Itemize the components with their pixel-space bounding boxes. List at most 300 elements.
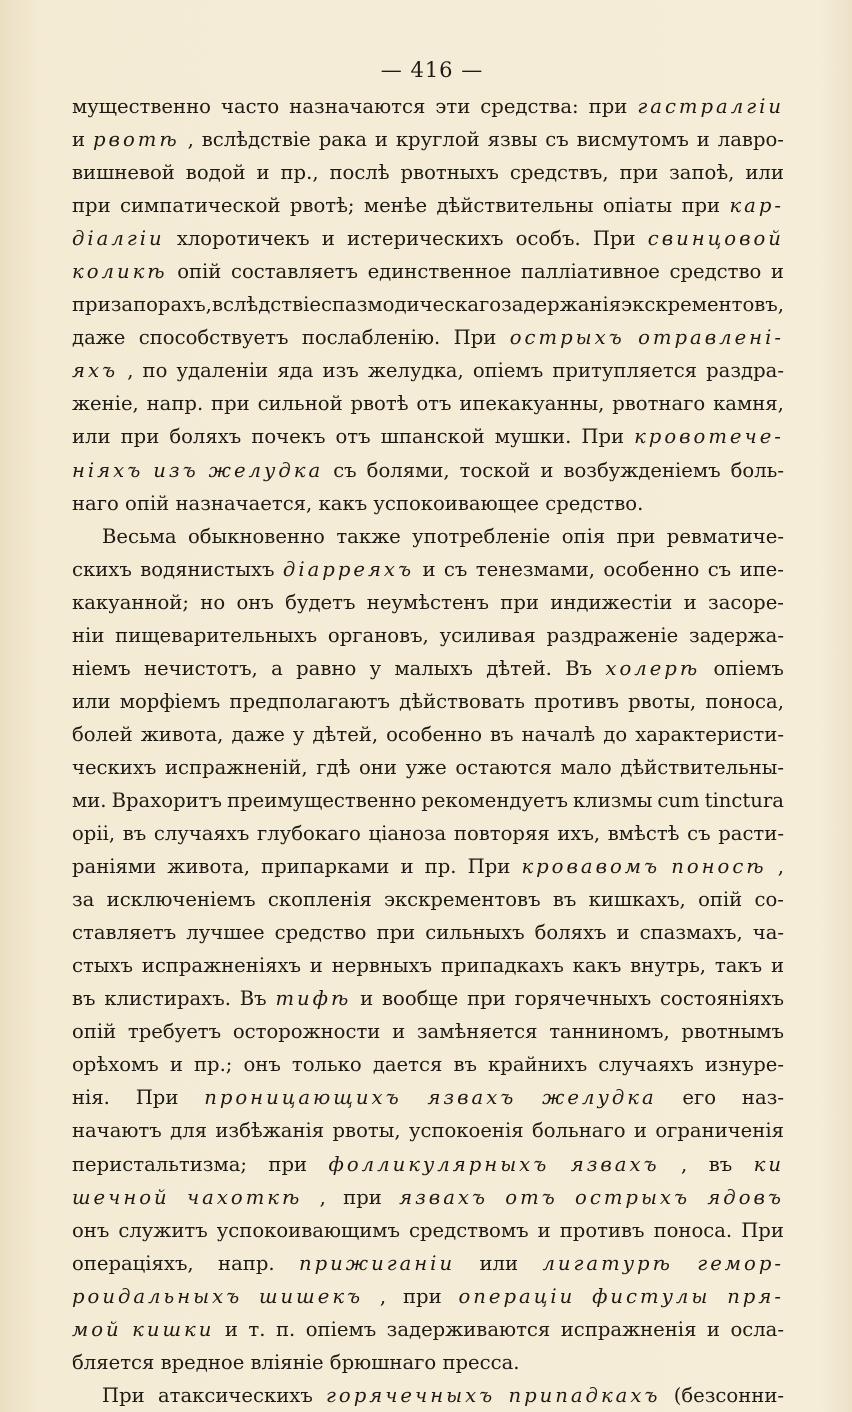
text-line bbox=[72, 916, 784, 949]
word: обыкновенно bbox=[188, 524, 325, 548]
word: рвотнаго bbox=[612, 392, 706, 416]
word: пр. bbox=[424, 855, 457, 879]
word: ческихъ bbox=[72, 755, 157, 779]
word: и bbox=[616, 921, 630, 945]
word: избѣжанiя bbox=[215, 1119, 325, 1143]
word: рака bbox=[318, 128, 367, 152]
word: ипекакуанны, bbox=[459, 392, 605, 416]
word: нечистотъ, bbox=[143, 656, 258, 680]
word: испражненiяхъ bbox=[141, 954, 301, 978]
word: или bbox=[745, 161, 784, 185]
word: нервныхъ bbox=[331, 954, 433, 978]
word: боль- bbox=[730, 458, 784, 482]
word: въ bbox=[708, 1152, 733, 1176]
word: вредное bbox=[160, 1350, 245, 1374]
word: и bbox=[633, 1119, 647, 1143]
word: дѣйствовать bbox=[399, 689, 525, 713]
text-line bbox=[72, 718, 784, 751]
word: гдѣ bbox=[316, 755, 351, 779]
word: характеристи- bbox=[635, 722, 784, 746]
word: по bbox=[142, 359, 168, 383]
word: послабленiю. bbox=[301, 326, 441, 350]
text-line bbox=[72, 189, 784, 222]
text-line bbox=[72, 1114, 784, 1147]
word: клистирахъ. bbox=[104, 987, 231, 1011]
emphasized-word: припадкахъ bbox=[508, 1383, 661, 1407]
word: эти bbox=[435, 95, 471, 118]
word: задержанiя bbox=[501, 293, 622, 317]
word: испражненiя bbox=[560, 1317, 697, 1341]
word: вишневой bbox=[72, 161, 175, 185]
word: изнуре- bbox=[704, 1053, 784, 1077]
word: какуанной; bbox=[72, 590, 189, 614]
word: мущественно bbox=[72, 95, 211, 118]
word: и bbox=[696, 128, 710, 152]
word: при bbox=[500, 590, 539, 614]
word: истерическихъ bbox=[347, 227, 504, 251]
text-line bbox=[72, 321, 784, 354]
word: какъ bbox=[572, 954, 622, 978]
word: и bbox=[374, 128, 388, 152]
word: нiя. bbox=[72, 1086, 110, 1110]
word: при bbox=[588, 95, 628, 118]
emphasized-word: желудка bbox=[208, 458, 324, 482]
text-line bbox=[72, 817, 784, 850]
word: случаяхъ bbox=[153, 822, 250, 846]
word: нiемъ bbox=[72, 656, 131, 680]
word: и bbox=[770, 954, 784, 978]
word: Весьма bbox=[102, 524, 177, 548]
word: водянистыхъ bbox=[140, 557, 275, 581]
text-line bbox=[72, 90, 784, 123]
word: особенно bbox=[603, 557, 700, 581]
word: съ bbox=[443, 557, 468, 581]
word: онъ bbox=[72, 1218, 110, 1242]
word: и bbox=[770, 260, 784, 284]
word: ставляетъ bbox=[72, 921, 177, 945]
word: успокоенiя bbox=[408, 1119, 524, 1143]
word: будетъ bbox=[285, 590, 356, 614]
word: органовъ, bbox=[327, 623, 429, 647]
word: для bbox=[170, 1119, 207, 1143]
word: рвотнымъ bbox=[681, 1020, 784, 1044]
word: ихъ, bbox=[557, 822, 601, 846]
word: мушки. bbox=[494, 425, 572, 449]
emphasized-word: холерѣ bbox=[605, 656, 701, 680]
word: и bbox=[683, 590, 697, 614]
word: спазмахъ, bbox=[639, 921, 743, 945]
word: опiй bbox=[72, 1020, 117, 1044]
word: opii, bbox=[72, 822, 116, 846]
word: возбужденiемъ bbox=[563, 458, 721, 482]
word: такъ bbox=[714, 954, 763, 978]
emphasized-word: проницающихъ bbox=[204, 1086, 402, 1110]
word: цiаноза bbox=[368, 822, 447, 846]
word: Въ bbox=[239, 987, 267, 1011]
emphasized-word: горячечныхъ bbox=[326, 1383, 496, 1407]
text-line bbox=[72, 1214, 784, 1247]
word: задерживаются bbox=[386, 1317, 551, 1341]
word: дѣйствительны- bbox=[620, 755, 784, 779]
word: или bbox=[479, 1251, 519, 1275]
word: боляхъ bbox=[534, 921, 607, 945]
word: рвотѣ bbox=[350, 392, 409, 416]
text-line bbox=[72, 949, 784, 982]
word: съ bbox=[707, 557, 732, 581]
word: при bbox=[72, 293, 111, 317]
page-number: — 416 — bbox=[380, 58, 484, 82]
word: предполагаютъ bbox=[229, 689, 390, 713]
emphasized-word: яхъ bbox=[72, 359, 119, 383]
word: скихъ bbox=[72, 557, 132, 581]
word: изъ bbox=[322, 359, 359, 383]
word: служитъ bbox=[118, 1218, 208, 1242]
word: наз- bbox=[741, 1086, 784, 1110]
word: неумѣстенъ bbox=[366, 590, 489, 614]
word: нiи bbox=[72, 623, 105, 647]
text-line bbox=[72, 685, 784, 718]
word: дѣйствительны bbox=[436, 194, 594, 218]
emphasized-word: дiарреяхъ bbox=[282, 557, 415, 581]
word: при bbox=[120, 425, 160, 449]
word: даже bbox=[231, 722, 285, 746]
word: танниномъ, bbox=[549, 1020, 670, 1044]
word: но bbox=[200, 590, 226, 614]
word: при bbox=[619, 161, 659, 185]
word: пресса. bbox=[442, 1350, 520, 1374]
word: началѣ bbox=[521, 722, 596, 746]
emphasized-word: роидальныхъ bbox=[72, 1284, 243, 1308]
text-line bbox=[72, 255, 784, 288]
word: при bbox=[681, 194, 721, 218]
word: назначаются bbox=[289, 95, 426, 118]
word: живота, bbox=[167, 855, 251, 879]
emphasized-word: желудка bbox=[542, 1086, 657, 1110]
book-page bbox=[72, 50, 784, 1412]
word: , bbox=[681, 1152, 688, 1176]
text-line bbox=[72, 454, 784, 487]
word: tinctura bbox=[704, 788, 784, 812]
word: повторяя bbox=[453, 822, 550, 846]
emphasized-word: кишки bbox=[132, 1317, 215, 1341]
word: ча- bbox=[752, 921, 784, 945]
emphasized-word: фолликулярныхъ bbox=[328, 1152, 550, 1176]
word: водой bbox=[185, 161, 246, 185]
emphasized-word: острыхъ bbox=[575, 1185, 691, 1209]
word: висмутомъ bbox=[576, 128, 689, 152]
word: напр. bbox=[218, 1251, 275, 1275]
word: тоской bbox=[459, 458, 531, 482]
word: его bbox=[682, 1086, 717, 1110]
word: въ bbox=[490, 722, 514, 746]
word: составляетъ bbox=[230, 260, 358, 284]
word: способствуетъ bbox=[138, 326, 289, 350]
word: орѣхомъ bbox=[72, 1053, 159, 1077]
text-line bbox=[72, 850, 784, 883]
word: средства: bbox=[480, 95, 579, 118]
word: запорахъ, bbox=[110, 293, 212, 317]
word: съ bbox=[333, 458, 357, 482]
word: пр.; bbox=[193, 1053, 233, 1077]
emphasized-word: ки bbox=[753, 1152, 784, 1176]
word: остаются bbox=[455, 755, 552, 779]
word: осла- bbox=[730, 1317, 784, 1341]
word: стыхъ bbox=[72, 954, 133, 978]
emphasized-word: острыхъ bbox=[509, 326, 625, 350]
word: дается bbox=[372, 1053, 443, 1077]
word: вслѣдствiе bbox=[211, 293, 321, 317]
word: горячечныхъ bbox=[514, 987, 652, 1011]
text-line bbox=[72, 1081, 784, 1114]
word: и bbox=[256, 161, 270, 185]
word: ревматиче- bbox=[666, 524, 784, 548]
emphasized-word: шишекъ bbox=[259, 1284, 364, 1308]
text-line bbox=[72, 1148, 784, 1181]
emphasized-word: коликѣ bbox=[72, 260, 168, 284]
word: рекомендуетъ bbox=[421, 788, 568, 812]
word: при bbox=[616, 524, 656, 548]
word: они bbox=[359, 755, 397, 779]
text-line bbox=[72, 652, 784, 685]
word: ограниченiя bbox=[655, 1119, 784, 1143]
emphasized-word: кровотече- bbox=[634, 425, 784, 449]
word: экскрементовъ bbox=[383, 888, 541, 912]
word: у bbox=[292, 722, 305, 746]
text-line bbox=[72, 1048, 784, 1081]
text-line bbox=[72, 387, 784, 420]
word: язвы bbox=[487, 128, 538, 152]
text-line bbox=[72, 1313, 784, 1346]
word: опiй bbox=[177, 260, 222, 284]
word: При bbox=[592, 227, 636, 251]
word: испражненiй, bbox=[164, 755, 308, 779]
word: припадкахъ bbox=[440, 954, 564, 978]
word: припарками bbox=[261, 855, 390, 879]
word: исключенiемъ bbox=[106, 888, 256, 912]
word: боляхъ bbox=[169, 425, 242, 449]
word: и bbox=[321, 227, 335, 251]
emphasized-word: кар- bbox=[729, 194, 784, 218]
word: тенезмами, bbox=[475, 557, 596, 581]
word: какъ bbox=[318, 491, 368, 515]
word: При bbox=[467, 855, 511, 879]
word: камня, bbox=[713, 392, 784, 416]
word: дѣтей, bbox=[312, 722, 379, 746]
word: средство bbox=[669, 260, 762, 284]
word: и bbox=[72, 128, 86, 152]
text-line bbox=[72, 1247, 784, 1280]
word: въ bbox=[72, 987, 96, 1011]
word: и bbox=[309, 954, 323, 978]
word: вмѣстѣ bbox=[607, 822, 680, 846]
word: морфiемъ bbox=[119, 689, 221, 713]
word: онъ bbox=[236, 590, 274, 614]
word: также bbox=[336, 524, 401, 548]
word: рвоты, bbox=[628, 689, 697, 713]
word: живота, bbox=[140, 722, 224, 746]
word: уже bbox=[405, 755, 447, 779]
word: у bbox=[369, 656, 382, 680]
text-line bbox=[72, 1181, 784, 1214]
word: брюшнаго bbox=[329, 1350, 437, 1374]
word: замѣняется bbox=[416, 1020, 538, 1044]
word: симпатической bbox=[120, 194, 281, 218]
emphasized-word: кровавомъ bbox=[521, 855, 661, 879]
word: Врахоритъ bbox=[111, 788, 222, 812]
word: малыхъ bbox=[394, 656, 473, 680]
word: п. bbox=[275, 1317, 296, 1341]
word: до bbox=[603, 722, 628, 746]
word: круглой bbox=[395, 128, 480, 152]
word: средство bbox=[274, 921, 367, 945]
word: болями, bbox=[366, 458, 450, 482]
word: Въ bbox=[565, 656, 593, 680]
word: засоре- bbox=[708, 590, 784, 614]
word: желудка, bbox=[367, 359, 464, 383]
word: наго bbox=[72, 491, 119, 515]
word: и bbox=[400, 855, 414, 879]
word: требуетъ bbox=[127, 1020, 222, 1044]
word: экскрементовъ, bbox=[621, 293, 784, 317]
emphasized-word: прижиганiи bbox=[299, 1251, 456, 1275]
word: влiянiе bbox=[250, 1350, 324, 1374]
word: опiй bbox=[125, 491, 170, 515]
text-line bbox=[72, 288, 784, 321]
word: усиливая bbox=[439, 623, 536, 647]
word: менѣе bbox=[363, 194, 428, 218]
word: , bbox=[187, 128, 194, 152]
word: вообще bbox=[382, 987, 459, 1011]
word: шпанской bbox=[380, 425, 485, 449]
word: опiаты bbox=[602, 194, 673, 218]
word: или bbox=[72, 689, 111, 713]
word: опiй bbox=[698, 888, 743, 912]
word: единственное bbox=[367, 260, 512, 284]
text-line bbox=[72, 487, 784, 520]
emphasized-word: фистулы bbox=[592, 1284, 711, 1308]
emphasized-word: дiалгiи bbox=[72, 227, 165, 251]
emphasized-word: чахоткѣ bbox=[186, 1185, 303, 1209]
word: вслѣдствiе bbox=[201, 128, 311, 152]
word: при bbox=[211, 392, 250, 416]
word: cum bbox=[657, 788, 700, 812]
word: начаютъ bbox=[72, 1119, 162, 1143]
word: ми. bbox=[72, 788, 107, 812]
word: съ bbox=[687, 822, 711, 846]
text-line bbox=[72, 354, 784, 387]
word: послѣ bbox=[329, 161, 390, 185]
emphasized-word: гастралгiи bbox=[637, 95, 784, 118]
word: или bbox=[72, 425, 111, 449]
word: скопленiя bbox=[267, 888, 372, 912]
word: только bbox=[291, 1053, 362, 1077]
word: средствомъ bbox=[409, 1218, 529, 1242]
word: съ bbox=[545, 128, 569, 152]
text-line bbox=[72, 156, 784, 189]
word: поноса, bbox=[705, 689, 784, 713]
word: При bbox=[741, 1218, 784, 1242]
text-line bbox=[72, 883, 784, 916]
word: и bbox=[360, 987, 374, 1011]
word: и bbox=[169, 1053, 183, 1077]
word: , bbox=[777, 855, 784, 879]
text-line bbox=[72, 123, 784, 156]
emphasized-word: язвахъ bbox=[399, 1185, 488, 1209]
word: часто bbox=[220, 95, 280, 118]
word: ипе- bbox=[739, 557, 784, 581]
word: и bbox=[540, 458, 554, 482]
word: при bbox=[376, 921, 416, 945]
word: даже bbox=[72, 326, 126, 350]
word: запоѣ, bbox=[669, 161, 735, 185]
word: удаленiи bbox=[176, 359, 269, 383]
word: и bbox=[706, 1317, 720, 1341]
word: отъ bbox=[335, 425, 371, 449]
word: женiе, bbox=[72, 392, 139, 416]
word: При bbox=[581, 425, 625, 449]
word: опiемъ bbox=[472, 359, 544, 383]
word: , bbox=[319, 1185, 326, 1209]
text-line bbox=[72, 1379, 784, 1412]
word: опiемъ bbox=[713, 656, 784, 680]
word: внутрь, bbox=[630, 954, 707, 978]
text-line bbox=[72, 982, 784, 1015]
word: яда bbox=[277, 359, 314, 383]
text-line bbox=[72, 520, 784, 553]
text-line bbox=[72, 784, 784, 817]
word: а bbox=[271, 656, 283, 680]
word: и bbox=[224, 1317, 238, 1341]
word: средствъ, bbox=[509, 161, 609, 185]
word: случаяхъ bbox=[598, 1053, 694, 1077]
word: больнаго bbox=[532, 1119, 626, 1143]
word: хлоротичекъ bbox=[176, 227, 310, 251]
word: противъ bbox=[559, 1218, 645, 1242]
word: При bbox=[453, 326, 497, 350]
word: рвоты, bbox=[332, 1119, 401, 1143]
word: , bbox=[127, 359, 134, 383]
word: операцiяхъ, bbox=[72, 1251, 194, 1275]
word: пищеварительныхъ bbox=[115, 623, 318, 647]
word: бляется bbox=[72, 1350, 155, 1374]
text-line bbox=[72, 420, 784, 453]
word: средство. bbox=[545, 491, 644, 515]
word: назначается, bbox=[175, 491, 313, 515]
word: раздра- bbox=[706, 359, 784, 383]
emphasized-word: гемор- bbox=[697, 1251, 784, 1275]
word: преимущественно bbox=[227, 788, 417, 812]
word: т. bbox=[248, 1317, 266, 1341]
word: при bbox=[72, 194, 111, 218]
word: употребленiе bbox=[412, 524, 551, 548]
word: мало bbox=[560, 755, 612, 779]
word: равно bbox=[296, 656, 357, 680]
word: атаксическихъ bbox=[157, 1383, 313, 1407]
emphasized-word: пря- bbox=[727, 1284, 784, 1308]
emphasized-word: язвахъ bbox=[427, 1086, 517, 1110]
word: раздраженiе bbox=[546, 623, 679, 647]
word: осторожности bbox=[232, 1020, 381, 1044]
word: со- bbox=[754, 888, 784, 912]
word: и bbox=[392, 1020, 406, 1044]
word: при bbox=[467, 987, 506, 1011]
word: въ bbox=[453, 1053, 477, 1077]
word: пр., bbox=[280, 161, 319, 185]
word: при bbox=[402, 1284, 442, 1308]
word: и bbox=[537, 1218, 551, 1242]
word: особенно bbox=[386, 722, 482, 746]
word: паллiативное bbox=[520, 260, 660, 284]
